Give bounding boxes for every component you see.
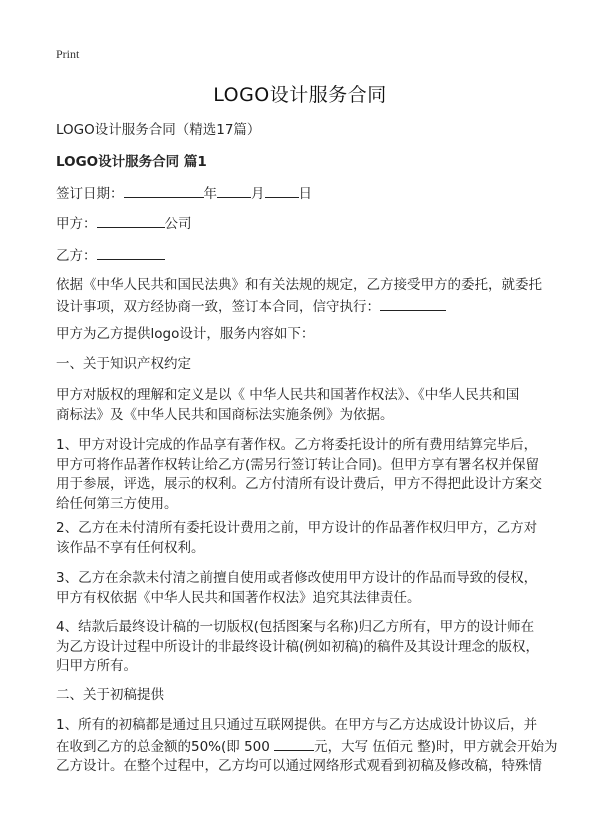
print-link[interactable]: Print (56, 47, 80, 61)
party-a-suffix: 公司 (164, 216, 192, 232)
intro-line (56, 296, 556, 318)
sign-date-month-blank (217, 183, 251, 198)
service-intro: 甲方为乙方提供logo设计，服务内容如下： (56, 326, 315, 342)
section1-paragraph-0 (56, 386, 556, 425)
party-b-label: 乙方： (56, 248, 97, 264)
section1-heading: 一、关于知识产权约定 (56, 356, 191, 372)
paragraph-line: 商标法》及《中华人民共和国商标法实施条例》为依据。 (56, 406, 394, 423)
sign-date-line (56, 183, 556, 203)
party-a-blank (97, 213, 165, 228)
paragraph-line: 用于参展，评选，展示的权利。乙方付清所有设计费后，甲方不得把此设计方案交 (56, 476, 542, 492)
paragraph-line: 给任何第三方使用。 (56, 495, 178, 512)
sign-date-label: 签订日期： (56, 186, 124, 202)
section1-paragraph-4 (56, 618, 556, 677)
section2-heading: 二、关于初稿提供 (56, 687, 164, 703)
paragraph-line (56, 736, 556, 758)
party-a-line (56, 213, 556, 233)
intro-line-text: 设计事项，双方经协商一致，签订本合同，信守执行： (56, 298, 380, 315)
paragraph-line: 甲方对版权的理解和定义是以《 中华人民共和国著作权法》、《中华人民共和国 (56, 387, 520, 403)
section1-paragraph-1 (56, 436, 556, 514)
sign-date-day-blank (265, 183, 299, 198)
amount-blank (274, 736, 314, 751)
party-a-label: 甲方： (56, 216, 97, 232)
paragraph-line: 4、结款后最终设计稿的一切版权(包括图案与名称)归乙方所有，甲方的设计师在 (56, 619, 535, 635)
paragraph-line: 2、乙方在未付清所有委托设计费用之前，甲方设计的作品著作权归甲方，乙方对 (56, 520, 538, 536)
paragraph-line-text: 元，大写 伍佰元 整)时，甲方就会开始为 (314, 738, 558, 755)
sign-date-year-label: 年 (203, 186, 217, 202)
paragraph-line: 归甲方所有。 (56, 658, 137, 674)
paragraph-line: 乙方设计。在整个过程中，乙方均可以通过网络形式观看到初稿及修改稿，特殊情 (56, 758, 542, 774)
intro-line: 依据《中华人民共和国民法典》和有关法规的规定，乙方接受甲方的委托，就委托 (56, 277, 542, 293)
section2-paragraph-1 (56, 716, 556, 777)
section1-paragraph-3 (56, 569, 556, 608)
paragraph-line: 甲方可将作品著作权转让给乙方(需另行签订转让合同)。但甲方享有署名权并保留 (56, 456, 540, 473)
paragraph-line: 该作品不享有任何权利。 (56, 539, 205, 556)
document-title: LOGO设计服务合同 (213, 84, 387, 106)
party-b-blank (97, 245, 165, 260)
paragraph-line-text: 在收到乙方的总金额的50%(即 500 (56, 738, 270, 755)
party-b-line (56, 245, 556, 265)
sign-date-month-label: 月 (251, 186, 265, 202)
intro-paragraph (56, 276, 556, 317)
paragraph-line: 甲方有权依据《中华人民共和国著作权法》追究其法律责任。 (56, 589, 421, 606)
intro-blank (380, 296, 446, 311)
paragraph-line: 3、乙方在余款未付清之前擅自使用或者修改使用甲方设计的作品而导致的侵权， (56, 570, 538, 586)
paragraph-line: 1、所有的初稿都是通过且只通过互联网提供。在甲方与乙方达成设计协议后，并 (56, 717, 538, 733)
document-subtitle: LOGO设计服务合同（精选17篇） (56, 122, 261, 138)
section-heading: LOGO设计服务合同 篇1 (56, 154, 207, 170)
paragraph-line: 1、甲方对设计完成的作品享有著作权。乙方将委托设计的所有费用结算完毕后， (56, 437, 538, 453)
paragraph-line: 为乙方设计过程中所设计的非最终设计稿(例如初稿)的稿件及其设计理念的版权， (56, 638, 540, 655)
sign-date-day-label: 日 (298, 186, 312, 202)
section1-paragraph-2 (56, 519, 556, 558)
sign-date-year-blank (124, 183, 204, 198)
